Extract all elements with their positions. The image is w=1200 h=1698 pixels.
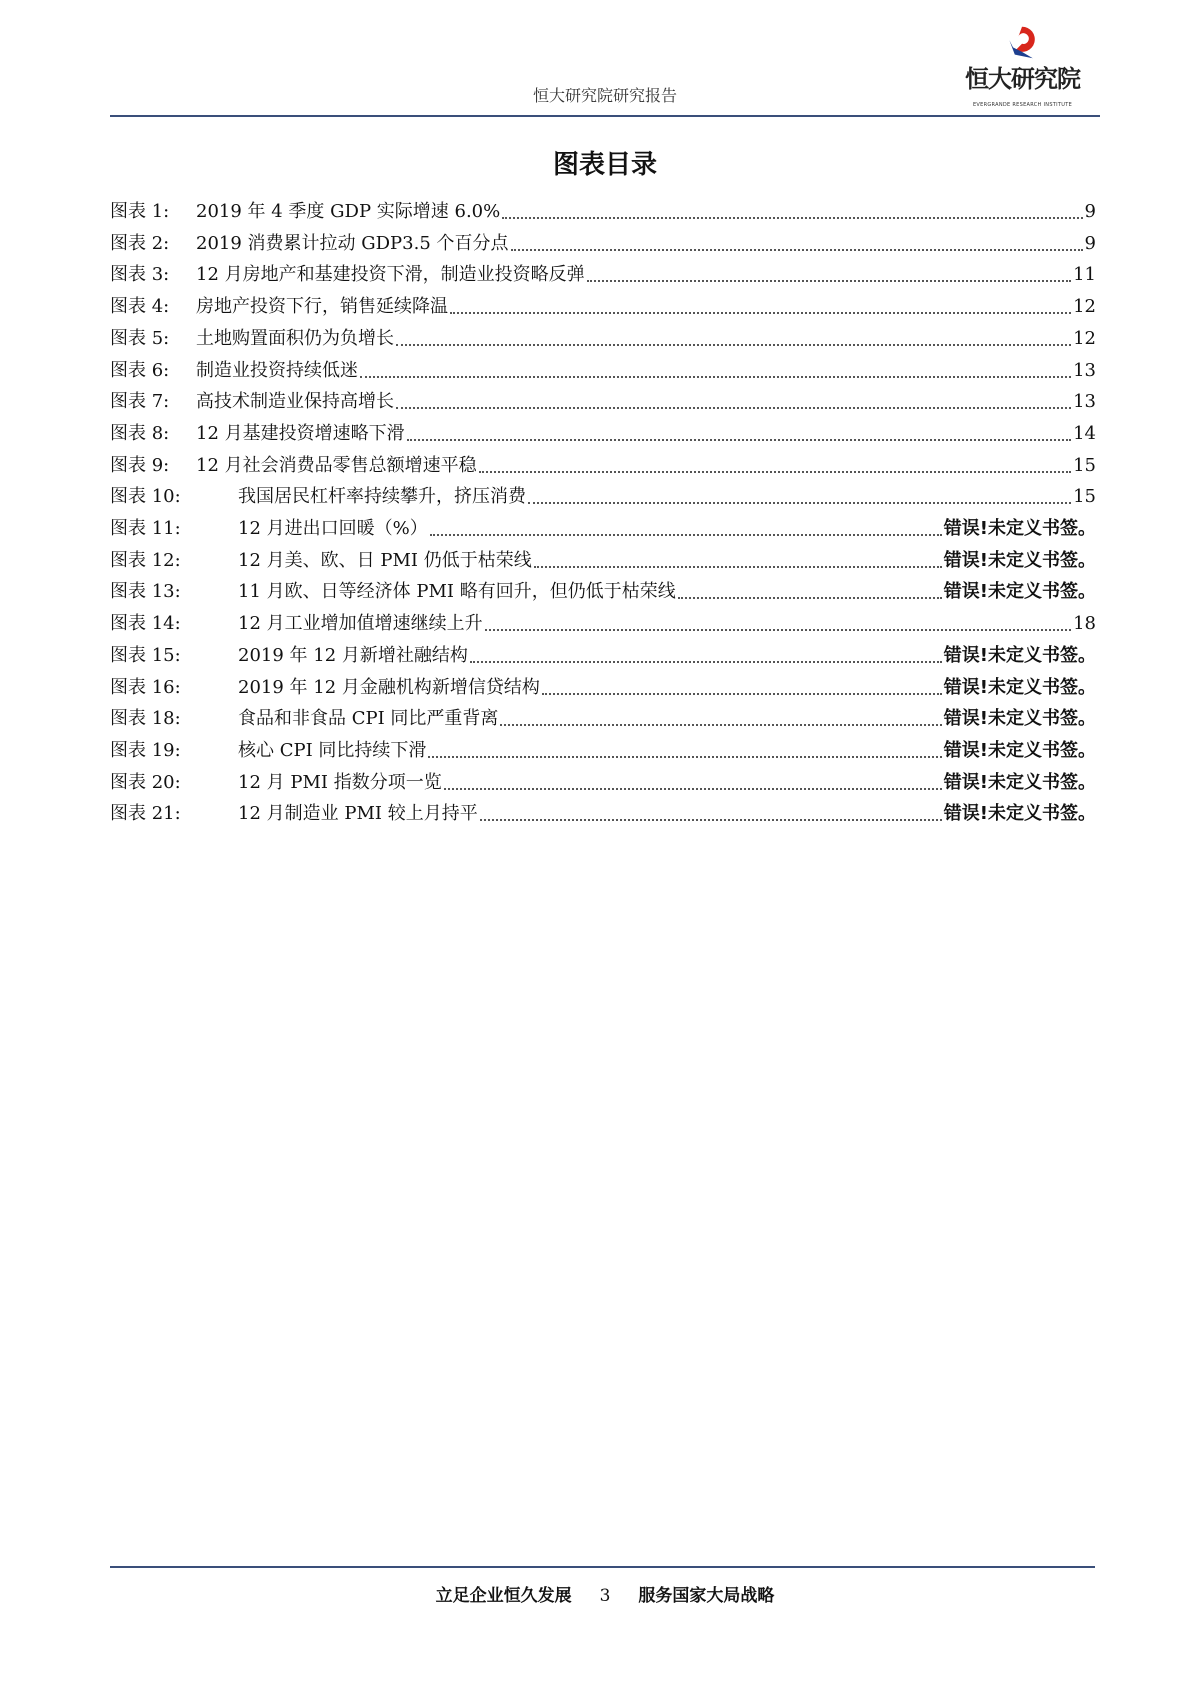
figure-title[interactable]: 2019 年 4 季度 GDP 实际增速 6.0% <box>196 201 501 222</box>
bookmark-error[interactable]: 错误!未定义书签。 <box>943 581 1096 603</box>
leader-dots <box>396 407 1071 409</box>
leader-dots <box>485 629 1071 631</box>
toc-entry[interactable] <box>110 325 1096 353</box>
toc-entry[interactable] <box>110 610 1096 638</box>
figure-title[interactable]: 2019 年 12 月金融机构新增信贷结构 <box>238 676 540 698</box>
figure-title[interactable]: 12 月工业增加值增速继续上升 <box>238 613 483 635</box>
figure-number: 图表 12: <box>110 549 181 571</box>
page-ref[interactable]: 14 <box>1073 422 1096 444</box>
figure-title[interactable]: 11 月欧、日等经济体 PMI 略有回升，但仍低于枯荣线 <box>238 581 676 603</box>
figure-number: 图表 18: <box>110 708 181 730</box>
leader-dots <box>407 439 1071 441</box>
figure-number: 图表 11: <box>110 518 181 539</box>
figure-number: 图表 5: <box>110 327 170 349</box>
logo-text-cn: 恒大研究院 <box>965 65 1080 93</box>
bookmark-error[interactable]: 错误!未定义书签。 <box>943 549 1096 571</box>
figure-number: 图表 7: <box>110 391 170 413</box>
leader-dots <box>444 788 942 790</box>
page-ref[interactable]: 11 <box>1073 264 1096 286</box>
figure-number: 图表 2: <box>110 232 170 254</box>
toc-entry[interactable] <box>110 769 1096 797</box>
figure-title[interactable]: 核心 CPI 同比持续下滑 <box>238 739 427 761</box>
leader-dots <box>500 724 941 726</box>
figure-number: 图表 15: <box>110 644 181 666</box>
toc-entry[interactable] <box>110 261 1096 289</box>
page-ref[interactable]: 12 <box>1073 296 1096 318</box>
leader-dots <box>480 819 942 821</box>
bookmark-error[interactable]: 错误!未定义书签。 <box>943 518 1096 539</box>
toc-entry[interactable] <box>110 230 1096 258</box>
toc-entry[interactable] <box>110 357 1096 385</box>
bookmark-error[interactable]: 错误!未定义书签。 <box>943 771 1096 793</box>
figure-number: 图表 20: <box>110 771 181 793</box>
figure-title[interactable]: 12 月制造业 PMI 较上月持平 <box>238 803 478 825</box>
figure-title[interactable]: 12 月房地产和基建投资下滑，制造业投资略反弹 <box>196 264 585 286</box>
figure-title[interactable]: 食品和非食品 CPI 同比严重背离 <box>238 708 499 730</box>
figure-title[interactable]: 2019 消费累计拉动 GDP3.5 个百分点 <box>196 232 509 254</box>
bookmark-error[interactable]: 错误!未定义书签。 <box>943 676 1096 698</box>
toc-entry[interactable] <box>110 642 1096 670</box>
toc-entry[interactable] <box>110 452 1096 480</box>
figure-title[interactable]: 我国居民杠杆率持续攀升，挤压消费 <box>238 486 526 508</box>
leader-dots <box>479 471 1071 473</box>
toc-entry[interactable] <box>110 737 1096 765</box>
figure-title[interactable]: 12 月基建投资增速略下滑 <box>196 422 405 444</box>
page-number: 3 <box>599 1586 611 1606</box>
figure-number: 图表 6: <box>110 359 170 381</box>
figure-number: 图表 10: <box>110 486 181 508</box>
figure-number: 图表 16: <box>110 676 181 698</box>
figure-title[interactable]: 12 月进出口回暖（%） <box>238 518 428 539</box>
leader-dots <box>502 217 1082 219</box>
bookmark-error[interactable]: 错误!未定义书签。 <box>943 708 1096 730</box>
logo-mark-icon <box>1004 24 1040 60</box>
figure-number: 图表 9: <box>110 454 170 476</box>
figure-title[interactable]: 12 月美、欧、日 PMI 仍低于枯荣线 <box>238 549 532 571</box>
toc-entry[interactable] <box>110 483 1096 511</box>
bookmark-error[interactable]: 错误!未定义书签。 <box>943 644 1096 666</box>
leader-dots <box>587 280 1071 282</box>
leader-dots <box>360 376 1071 378</box>
leader-dots <box>534 566 942 568</box>
footer-slogan-right: 服务国家大局战略 <box>638 1586 775 1606</box>
logo-text-en: EVERGRANDE RESEARCH INSTITUTE <box>972 102 1073 108</box>
figure-number: 图表 21: <box>110 803 181 825</box>
figure-title[interactable]: 制造业投资持续低迷 <box>196 359 358 381</box>
page-title: 图表目录 <box>552 150 657 180</box>
figure-title[interactable]: 房地产投资下行，销售延续降温 <box>196 296 448 318</box>
toc-entry[interactable] <box>110 293 1096 321</box>
figure-title[interactable]: 12 月社会消费品零售总额增速平稳 <box>196 454 477 476</box>
page-ref[interactable]: 9 <box>1084 232 1096 254</box>
footer-slogan-left: 立足企业恒久发展 <box>435 1586 572 1606</box>
toc-entry[interactable] <box>110 578 1096 606</box>
header-title: 恒大研究院研究报告 <box>532 86 677 105</box>
bookmark-error[interactable]: 错误!未定义书签。 <box>943 739 1096 761</box>
toc-entry[interactable] <box>110 388 1096 416</box>
leader-dots <box>396 344 1071 346</box>
page-ref[interactable]: 13 <box>1073 391 1096 413</box>
figure-number: 图表 8: <box>110 422 170 444</box>
figure-title[interactable]: 12 月 PMI 指数分项一览 <box>238 771 442 793</box>
leader-dots <box>430 534 942 536</box>
figure-number: 图表 3: <box>110 264 170 286</box>
footer <box>0 1584 1200 1608</box>
figure-number: 图表 1: <box>110 201 170 222</box>
figure-number: 图表 14: <box>110 613 181 635</box>
toc-entry[interactable] <box>110 515 1096 543</box>
leader-dots <box>450 312 1071 314</box>
figure-number: 图表 4: <box>110 296 170 318</box>
leader-dots <box>528 502 1071 504</box>
leader-dots <box>542 693 942 695</box>
header-rule <box>110 115 1100 117</box>
toc-entry[interactable] <box>110 420 1096 448</box>
page-ref[interactable]: 12 <box>1073 327 1096 349</box>
page-ref[interactable]: 15 <box>1073 454 1096 476</box>
toc-entry[interactable] <box>110 547 1096 575</box>
evergrande-logo <box>955 22 1090 112</box>
figure-title[interactable]: 高技术制造业保持高增长 <box>196 391 394 413</box>
figure-title[interactable]: 2019 年 12 月新增社融结构 <box>238 644 468 666</box>
figure-number: 图表 13: <box>110 581 181 603</box>
bookmark-error[interactable]: 错误!未定义书签。 <box>943 803 1096 825</box>
figure-title[interactable]: 土地购置面积仍为负增长 <box>196 327 394 349</box>
toc-entry[interactable] <box>110 674 1096 702</box>
leader-dots <box>470 661 942 663</box>
page-ref[interactable]: 15 <box>1073 486 1096 508</box>
page-ref[interactable]: 18 <box>1073 613 1096 635</box>
toc-entry[interactable] <box>110 198 1096 226</box>
footer-rule <box>110 1566 1095 1568</box>
toc-entry[interactable] <box>110 800 1096 828</box>
leader-dots <box>428 756 941 758</box>
leader-dots <box>678 597 942 599</box>
figure-number: 图表 19: <box>110 739 181 761</box>
toc-entry[interactable] <box>110 705 1096 733</box>
leader-dots <box>511 249 1083 251</box>
page-ref[interactable]: 9 <box>1084 201 1096 222</box>
page-ref[interactable]: 13 <box>1073 359 1096 381</box>
